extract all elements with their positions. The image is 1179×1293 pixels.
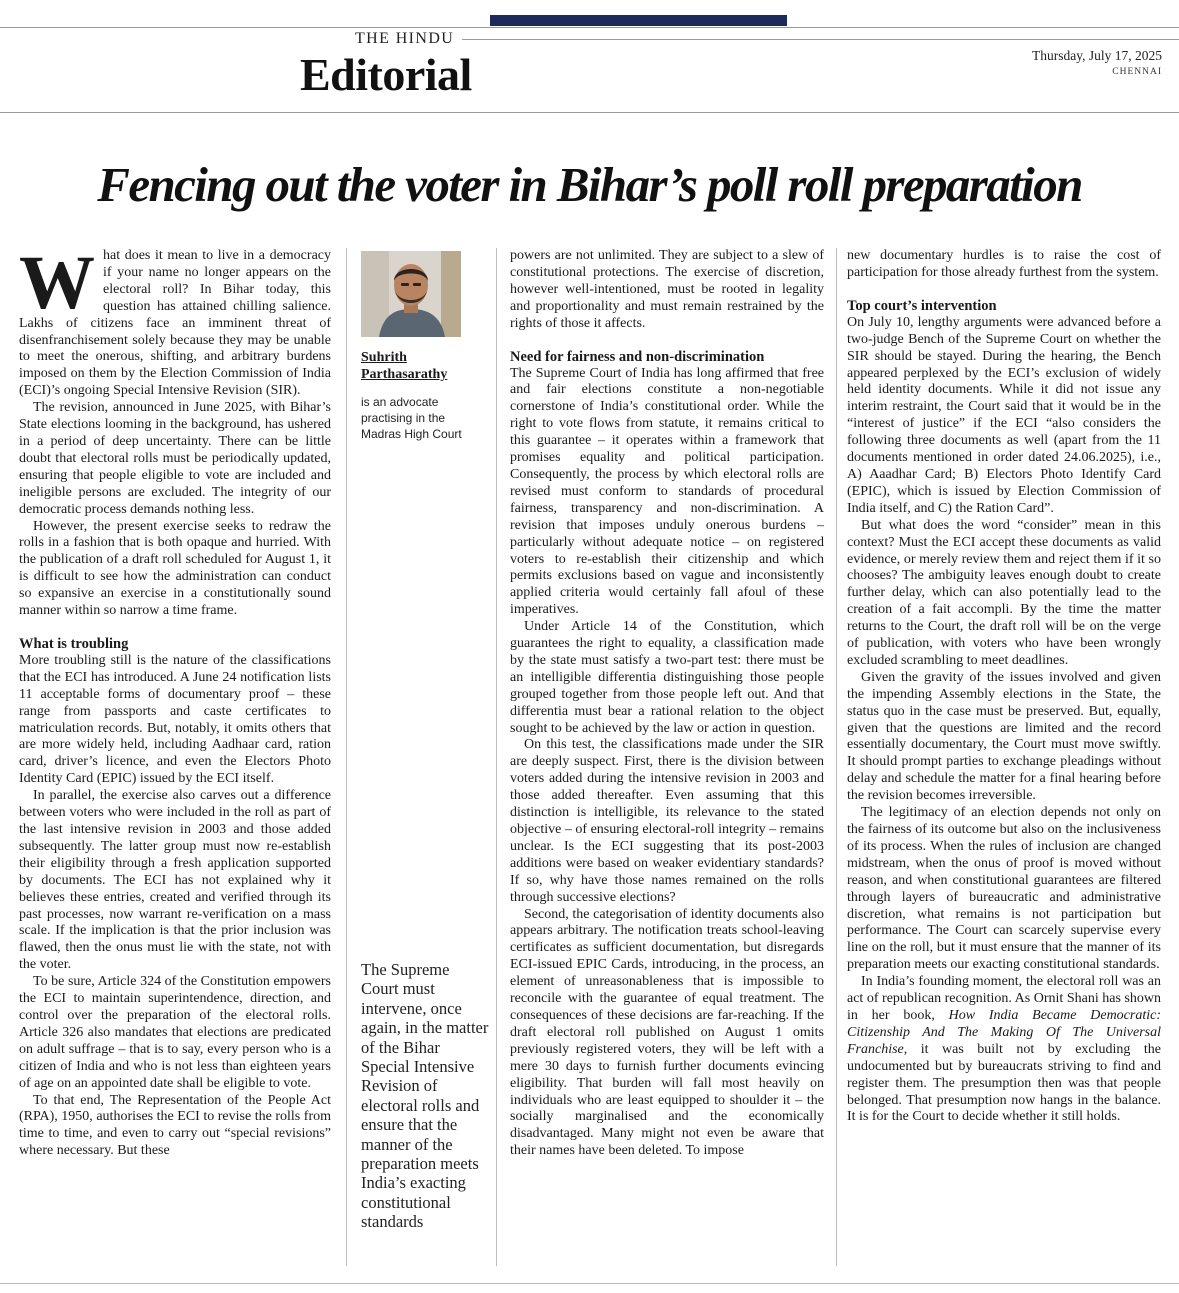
- article-column-4: [847, 248, 1161, 1126]
- brand-name: THE HINDU: [355, 30, 455, 47]
- subheading: What is troubling: [19, 635, 129, 652]
- bottom-rule: [0, 1283, 1179, 1284]
- edition-city: CHENNAI: [1112, 67, 1162, 77]
- paragraph: Under Article 14 of the Constitution, which guarantees the right to equality, a classification made by the state must satisfy a two-part test: there must be an intelligible differentia distinguishing those people grouped together from those people left out. And that differentia must bear a rational relation to the object sought to be achieved by the law or action in question.: [510, 619, 824, 736]
- author-bio: is an advocate practising in the Madras High Court: [361, 395, 462, 441]
- paragraph: To that end, The Representation of the People Act (RPA), 1950, authorises the ECI to revise the rolls from time to time, and even to carry out “special revisions” where necessary. But these: [19, 1092, 331, 1159]
- paragraph: However, the present exercise seeks to redraw the rolls in a fashion that is both opaque and hurried. With the publication of a draft roll scheduled for August 1, it is difficult to see how the administration can conduct so expansive an exercise in a constitutionally sound manner within so narrow a time frame.: [19, 518, 331, 619]
- column-divider: [836, 248, 837, 1266]
- paragraph: More troubling still is the nature of the classifications that the ECI has introduced. A June 24 notification lists 11 acceptable forms of documentary proof – these range from passports and caste certificates to matriculation records. But, notably, it omits others that are more widely held, including Aadhaar card, ration card, driver’s licence, and even the Electors Photo Identity Card (EPIC) issued by the ECI itself.: [19, 652, 331, 787]
- paragraph: The legitimacy of an election depends not only on the fairness of its outcome but also on the inclusiveness of its process. When the rules of inclusion are changed midstream, when the onus of proof is moved without reason, and when constitutional guarantees are filtered through layers of bureaucratic and administrative discretion, what remains is not participation but performance. The Court can scarcely supervise every line on the roll, but it must ensure that the manner of its preparation meets our exacting constitutional standards.: [847, 805, 1161, 973]
- issue-date: Thursday, July 17, 2025: [1032, 48, 1162, 63]
- masthead-color-bar: [490, 15, 787, 26]
- paragraph: In India’s founding moment, the electoral roll was an act of republican recognition. As Ornit Shani has shown in her book, How India Became Democratic: Citizenship And The Making Of The Universal Franchise, it was built not by excluding the undocumented but by bureaucrats striving to find and register them. The presumption then was that people belonged. That presumption now hangs in the balance. It is for the Court to decide whether it still holds.: [847, 974, 1162, 1125]
- author-name: Suhrith Parthasarathy: [361, 350, 448, 382]
- paragraph: But what does the word “consider” mean in this context? Must the ECI accept these documents as valid evidence, or merely review them and reject them if it so chooses? The ambiguity leaves enough doubt to create further delay, which can also potentially lead to the creation of a fait accompli. By the time the matter returns to the Court, the draft roll will be on the verge of publication, with voters who have been wrongly excluded scrambling to meet deadlines.: [847, 517, 1161, 668]
- drop-cap: W: [19, 241, 95, 325]
- book-title: How India Became Democratic: Citizenship And The Making Of The Universal Franchise: [847, 1007, 1162, 1057]
- paragraph: new documentary hurdles is to raise the cost of participation for those already furthest from the system.: [847, 248, 1161, 280]
- paragraph: On this test, the classifications made under the SIR are deeply suspect. First, there is the division between voters added during the intensive revision in 2003 and those added thereafter. Even assuming that this distinction is intelligible, its relevance to the stated objective – of ensuring electoral-roll integrity – remains unclear. Is the ECI suggesting that its post-2003 additions were based on weaker evidentiary standards? If so, why have those names remained on the rolls through successive elections?: [510, 737, 824, 905]
- column-divider: [346, 248, 347, 1266]
- subheading: Top court’s intervention: [847, 297, 997, 314]
- column-divider: [496, 248, 497, 1266]
- paragraph: powers are not unlimited. They are subject to a slew of constitutional protections. The exercise of discretion, however well-intentioned, must be rooted in legality and proportionality and must remain restrained by the rights of those it affects.: [510, 248, 824, 331]
- paragraph: To be sure, Article 324 of the Constitution empowers the ECI to maintain superintendence, direction, and control over the preparation of the electoral rolls. Article 326 also mandates that elections are predicated on adult suffrage – that is to say, every person who is a citizen of India and who is not less than eighteen years of age on an appointed date shall be eligible to vote.: [19, 974, 331, 1091]
- article-column-1: [19, 241, 331, 1160]
- article-column-3: [510, 248, 824, 1160]
- masthead-bottom-rule: [0, 112, 1179, 113]
- pull-quote: The Supreme Court must intervene, once again, in the matter of the Bihar Special Intensive Revision of electoral rolls and ensure that the manner of the preparation meets India’s exacting constitutional standards: [361, 960, 489, 1232]
- brand-divider: [462, 39, 1179, 40]
- subheading: Need for fairness and non-discrimination: [510, 348, 765, 365]
- paragraph: Second, the categorisation of identity documents also appears arbitrary. The notification treats school-leaving certificates as sufficient documentation, but disregards ECI-issued EPIC Cards, introducing, in the process, an element of unreasonableness that is impossible to reconcile with the guarantee of equal treatment. The consequences of these decisions are far-reaching. If the draft electoral roll published on August 1 omits previously registered voters, they will be left with a mere 30 days to furnish further documents evincing eligibility. That burden will fall most heavily on individuals who are least equipped to shoulder it – the socially marginalised and the economically disadvantaged. Many might not even be aware that their names have been deleted. To impose: [510, 906, 824, 1159]
- paragraph: Given the gravity of the issues involved and given the impending Assembly elections in the State, the status quo in the case must be preserved. But, equally, given that the questions are limited and the record essentially documentary, the Court must move swiftly. It should prompt parties to exchange pleadings without delay and schedule the matter for a final hearing before the revision becomes irreversible.: [847, 669, 1161, 804]
- paragraph: The revision, announced in June 2025, with Bihar’s State elections looming in the background, has ushered in a period of deep uncertainty. There can be little doubt that electoral rolls must be periodically updated, ensuring that people eligible to vote are included and ineligible persons are excluded. The integrity of our democratic process demands nothing less.: [19, 400, 331, 517]
- section-title: Editorial: [300, 49, 472, 100]
- paragraph: The Supreme Court of India has long affirmed that free and fair elections constitute a non-negotiable cornerstone of India’s constitutional order. While the right to vote flows from statute, it remains critical to this guarantee – it operates within a framework that promises equality and political participation. Consequently, the process by which electoral rolls are revised must conform to standards of procedural fairness, transparency and non-discrimination. A revision that imposes unduly onerous burdens – particularly without adequate notice – on registered voters to re-establish their citizenship and which permits exclusions based on vague and inconsistently applied criteria would certainly fall afoul of these imperatives.: [510, 365, 824, 618]
- top-rule: [0, 27, 1179, 28]
- paragraph: On July 10, lengthy arguments were advanced before a two-judge Bench of the Supreme Court on whether the SIR should be stayed. During the hearing, the Bench appeared perplexed by the ECI’s exclusion of widely held identity documents. While it did not issue any interim restraint, the Court said that it would be in the “interest of justice” if the ECI “also considers the following three documents as well (apart from the 11 documents mentioned in order dated 24.06.2025), i.e., A) Aaadhar Card; B) Electors Photo Identify Card (EPIC), which is issued by Election Commission of India itself, and C) the Ration Card”.: [847, 314, 1161, 516]
- author-photo: [361, 251, 461, 337]
- article-headline: Fencing out the voter in Bihar’s poll roll preparation: [97, 157, 1082, 212]
- lead-paragraph: What does it mean to live in a democracy if your name no longer appears on the electoral roll? In Bihar today, this question has attained chilling salience. Lakhs of citizens face an imminent threat of disenfranchisement solely because they may be unable to meet the onerous, shifting, and arbitrary burdens imposed on them by the Election Commission of India (ECI)’s ongoing Special Intensive Revision (SIR).: [19, 241, 331, 399]
- paragraph: In parallel, the exercise also carves out a difference between voters who were included in the roll as part of the last intensive revision in 2003 and those added subsequently. The latter group must now re-establish their eligibility through a fresh application supported by documents. The ECI has not explained why it believes these entries, created and verified through its past processes, now warrant re-verification on a mass scale. If the implication is that the prior inclusion was flawed, then the onus must lie with the state, not with the voter.: [19, 788, 331, 973]
